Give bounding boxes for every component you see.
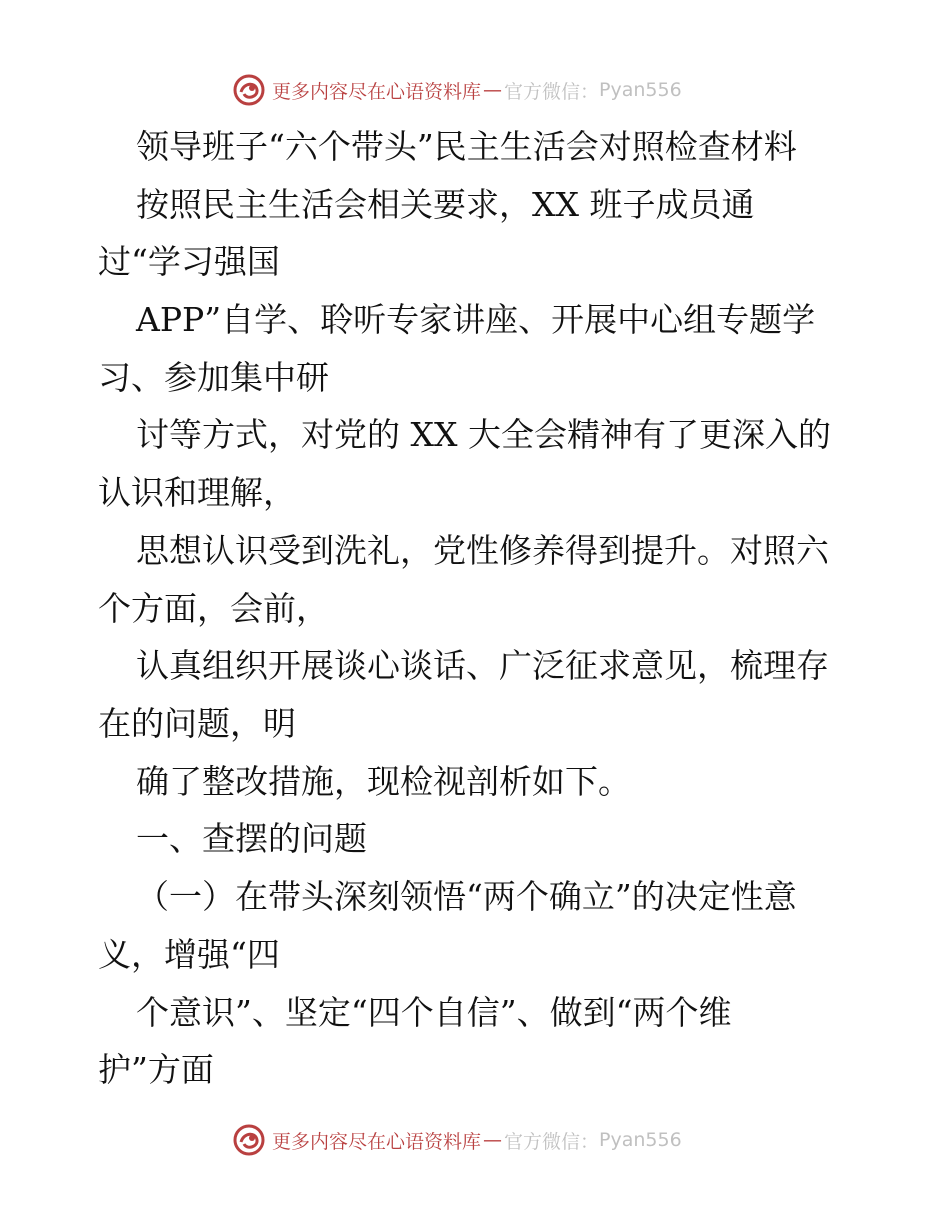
- subsection-heading-line: 个意识”、坚定“四个自信”、做到“两个维: [136, 993, 732, 1032]
- footer-watermark: [232, 1120, 682, 1160]
- watermark-text: 更多内容尽在心语资料库: [272, 80, 482, 103]
- watermark-wechat-label: 官方微信：: [504, 1130, 600, 1153]
- swirl-logo-icon: [232, 73, 266, 107]
- paragraph-line: 思想认识受到洗礼，党性修养得到提升。对照六: [136, 531, 829, 570]
- paragraph-line: 过“学习强国: [98, 242, 280, 281]
- header-watermark: [232, 70, 682, 110]
- watermark-wechat-id: Pyan556: [599, 79, 682, 101]
- watermark-wechat-id: Pyan556: [599, 1129, 682, 1151]
- subsection-heading-line: 护”方面: [98, 1050, 214, 1089]
- paragraph-line: 习、参加集中研: [98, 358, 329, 397]
- swirl-logo-icon: [232, 1123, 266, 1157]
- paragraph-line: 认识和理解，: [98, 473, 296, 512]
- watermark-wechat-label: 官方微信：: [504, 80, 600, 103]
- document-title: 领导班子“六个带头”民主生活会对照检查材料: [136, 127, 797, 166]
- watermark-separator: —: [483, 1129, 503, 1151]
- subsection-heading: （一）在带头深刻领悟“两个确立”的决定性意: [136, 877, 797, 916]
- section-heading: 一、查摆的问题: [136, 819, 367, 858]
- watermark-separator: —: [483, 79, 503, 101]
- paragraph-line: APP”自学、聆听专家讲座、开展中心组专题学: [136, 300, 816, 339]
- watermark-text: 更多内容尽在心语资料库: [272, 1130, 482, 1153]
- paragraph-line: 确了整改措施，现检视剖析如下。: [136, 762, 631, 801]
- subsection-heading-line: 义，增强“四: [98, 935, 280, 974]
- paragraph-line: 认真组织开展谈心谈话、广泛征求意见，梳理存: [136, 646, 829, 685]
- paragraph-line: 个方面，会前，: [98, 589, 329, 628]
- paragraph-line: 讨等方式，对党的 XX 大全会精神有了更深入的: [136, 415, 831, 454]
- paragraph-line: 按照民主生活会相关要求，XX 班子成员通: [136, 185, 755, 224]
- paragraph-line: 在的问题，明: [98, 704, 296, 743]
